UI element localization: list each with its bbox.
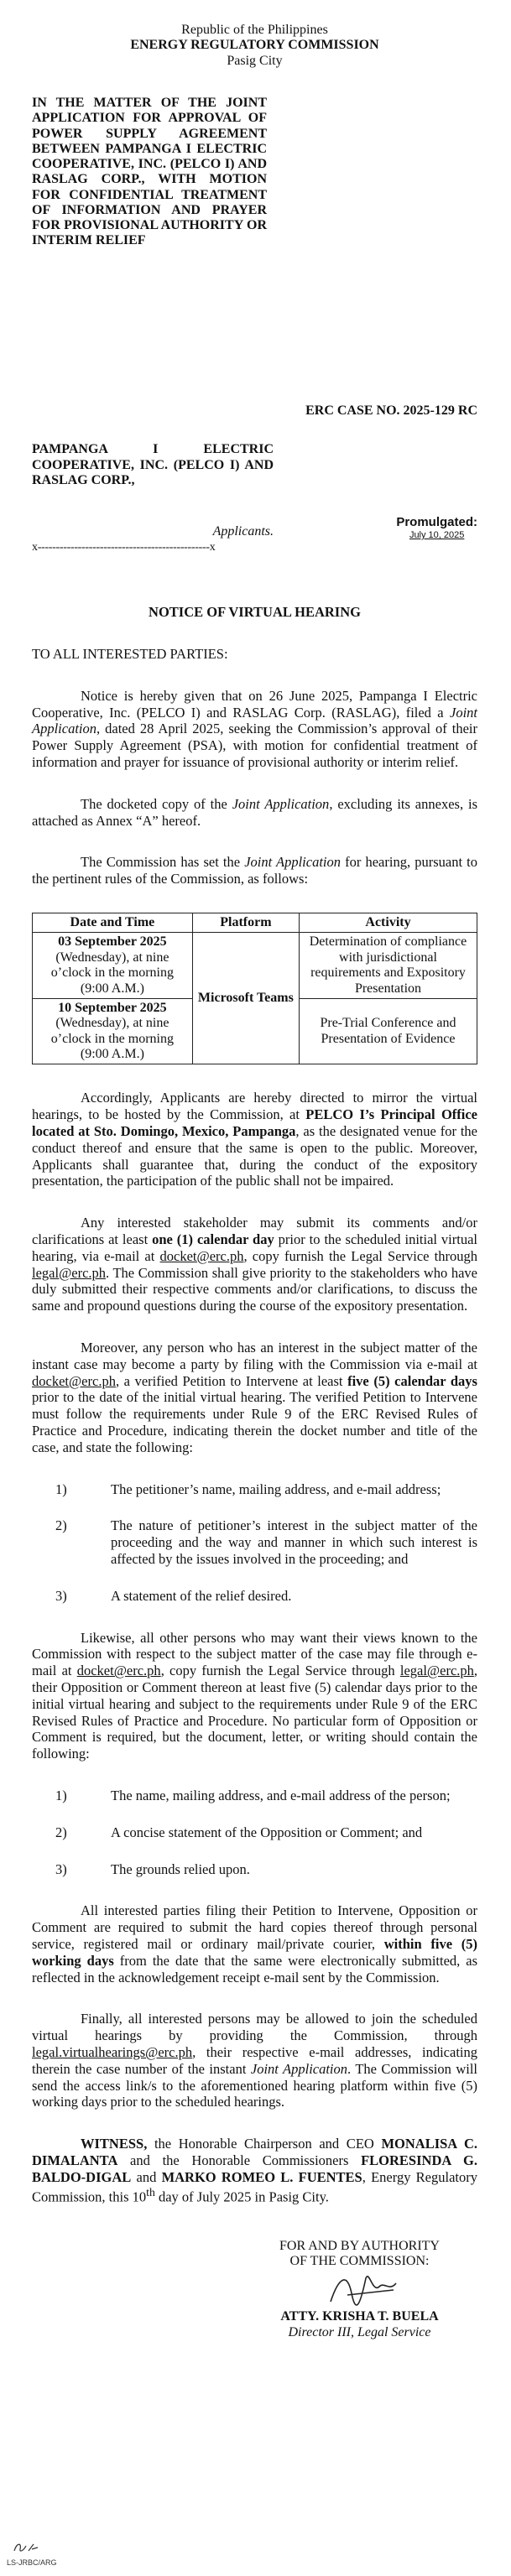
text: and <box>131 2168 162 2185</box>
date-cell <box>33 998 193 1064</box>
table-row <box>33 933 477 999</box>
letterhead <box>32 0 477 69</box>
hearing-date: 10 September 2025 <box>58 1000 167 1015</box>
applicants-label: Applicants. <box>212 524 274 539</box>
promulgation-stamp <box>396 515 477 541</box>
petition-requirements-list <box>32 1481 477 1605</box>
text-bold: within five (5) working days <box>32 1935 477 1969</box>
item-text: The name, mailing address, and e-mail address of the person; <box>111 1787 451 1803</box>
signature-block <box>242 2239 477 2340</box>
addressee: TO ALL INTERESTED PARTIES: <box>32 645 228 662</box>
table-header-row <box>33 913 477 932</box>
text-italic: Joint Application <box>250 2060 348 2077</box>
text-bold: FLORESINDA G. BALDO-DIGAL <box>32 2152 478 2185</box>
text: from the date that the same were electronically submitted, as reflected in the acknowledgement receipt e-mail sent by the Commission. <box>32 1952 478 1985</box>
text: Any interested stakeholder may submit its comments and/or clarifications at least <box>32 1215 477 1248</box>
text: . The Commission will send the access link/s to the aforementioned hearing platform within five (5) working days prior to the scheduled hearings. <box>32 2060 477 2110</box>
text-italic: Joint Application <box>244 854 341 871</box>
text: Accordingly, Applicants are hereby directed to mirror the virtual hearings, to be hosted by the Commission, at <box>32 1090 477 1123</box>
republic-line: Republic of the Philippines <box>181 23 328 37</box>
agency-city: Pasig City <box>227 53 283 68</box>
col-activity: Activity <box>299 913 477 932</box>
reference-initials <box>7 2541 57 2568</box>
handwritten-initials <box>12 2541 57 2559</box>
paragraph-filing <box>32 688 477 771</box>
case-matter: IN THE MATTER OF THE JOINT APPLICATION FOR APPROVAL OF POWER SUPPLY AGREEMENT BETWEEN PAMPANGA I ELECTRIC COOPERATIVE, INC. (PELCO I) AND RASLAG CORP., WITH MOTION FOR CONFIDENTIAL TREATMENT OF INFORMATION AND PRAYER FOR PROVISIONAL AUTHORITY OR INTERIM RELIEF <box>32 96 267 248</box>
caption-separator: x-----------------------------------------------x <box>32 541 216 554</box>
item-number: 2) <box>55 1517 67 1534</box>
opposition-requirements-list <box>32 1788 477 1877</box>
text: prior to the date of the initial virtual hearing. The verified Petition to Intervene must follow the requirements under Rule 9 of the ERC Revised Rules of Practice and Procedure, indicating therein the docket number and title of the case, and state the following: <box>32 1389 477 1455</box>
docket-email-link[interactable]: docket@erc.ph <box>32 1372 116 1389</box>
docket-email-link[interactable]: docket@erc.ph <box>159 1247 244 1264</box>
text: , their Opposition or Comment thereon at least five (5) calendar days prior to the initial virtual hearing and subject to the requirements under Rule 9 of the ERC Revised Rules of Practice and Procedure. No particular form of Opposition or Comment is required, but the document, letter, or writing should contain the following: <box>32 1663 478 1762</box>
text: . The Commission shall give priority to the stakeholders who have duly submitted their respective comments and/or clarifications, to discuss the same and propound questions during the course of the expository presentation. <box>32 1264 477 1314</box>
legal-email-link[interactable]: legal@erc.ph <box>399 1663 474 1679</box>
text-bold: MONALISA C. DIMALANTA <box>32 2136 478 2168</box>
paragraph-annex <box>32 796 477 830</box>
text: , a verified Petition to Intervene at least <box>115 1372 348 1389</box>
text: , excluding its annexes, is attached as Annex “A” hereof. <box>32 795 477 829</box>
activity-cell: Determination of compliance with jurisdictional requirements and Expository Presentation <box>299 933 477 999</box>
item-number: 1) <box>55 1481 67 1497</box>
text: , as the designated venue for the conduct thereof and ensure that the same is open to the public. Moreover, Applicants shall guarantee that, during the conduct of the expository presentation, the participation of the public shall not be impaired. <box>32 1123 477 1189</box>
paragraph-hard-copies <box>32 1902 477 1985</box>
list-item <box>32 1481 477 1498</box>
text: , copy furnish the Legal Service through <box>160 1663 400 1679</box>
paragraph-venue <box>32 1090 477 1189</box>
col-date-time: Date and Time <box>33 913 193 932</box>
list-item <box>32 1861 477 1878</box>
text: , their respective e-mail addresses, indicating therein the case number of the instant <box>32 2043 477 2077</box>
list-item <box>32 1788 477 1804</box>
text: All interested parties filing their Petition to Intervene, Opposition or Comment are required to submit the hard copies thereof through personal service, registered mail or ordinary mail/private courier, <box>32 1902 477 1952</box>
text: The Commission has set the <box>81 854 245 871</box>
authority-line: FOR AND BY AUTHORITY <box>279 2238 440 2253</box>
text-bold: one (1) calendar day <box>152 1231 274 1248</box>
text: prior to the scheduled initial virtual hearing, via e-mail at <box>32 1231 477 1264</box>
case-parties: PAMPANGA I ELECTRIC COOPERATIVE, INC. (PELCO I) AND RASLAG CORP., <box>32 442 274 488</box>
text: Finally, all interested persons may be allowed to join the scheduled virtual hearings by providing the Commission, through <box>32 2011 477 2044</box>
case-number: ERC CASE NO. 2025-129 RC <box>305 403 477 419</box>
text-bold: WITNESS, <box>81 2136 148 2152</box>
signatory-position: Director III, Legal Service <box>288 2324 431 2339</box>
list-item <box>32 1517 477 1567</box>
authority-line: OF THE COMMISSION: <box>289 2254 430 2269</box>
signature-image <box>242 2270 477 2308</box>
text: and the Honorable Commissioners <box>117 2152 362 2168</box>
paragraph-hearing-set <box>32 854 477 887</box>
text-italic: Joint Application <box>32 704 477 737</box>
item-text: The petitioner’s name, mailing address, and e-mail address; <box>111 1481 441 1497</box>
paragraph-comments <box>32 1215 477 1314</box>
text: Likewise, all other persons who may want their views known to the Commission with respect to the subject matter of the case may file through e-mail at <box>32 1629 477 1679</box>
text: the Honorable Chairperson and CEO <box>147 2136 382 2152</box>
legal-email-link[interactable]: legal@erc.ph <box>32 1264 107 1281</box>
signatory-name: ATTY. KRISHA T. BUELA <box>280 2308 439 2324</box>
item-text: A statement of the relief desired. <box>111 1587 292 1604</box>
paragraph-opposition <box>32 1630 477 1762</box>
item-number: 2) <box>55 1824 67 1840</box>
text: The docketed copy of the <box>81 795 232 812</box>
promulgated-label: Promulgated: <box>396 515 477 530</box>
agency-name: ENERGY REGULATORY COMMISSION <box>130 38 379 53</box>
initials-code: LS-JRBC/ARG <box>7 2558 57 2568</box>
text: for hearing, pursuant to the pertinent rules of the Commission, as follows: <box>32 854 477 887</box>
promulgated-date: July 10, 2025 <box>409 530 465 541</box>
activity-cell: Pre-Trial Conference and Presentation of Evidence <box>299 998 477 1064</box>
paragraph-join-hearing <box>32 2011 477 2110</box>
text: Moreover, any person who has an interest in the subject matter of the instant case may become a party by filing with the Commission via e-mail at <box>32 1340 477 1372</box>
item-number: 3) <box>55 1587 67 1604</box>
item-number: 1) <box>55 1787 67 1803</box>
text: , Energy Regulatory Commission, this 10 <box>32 2168 477 2204</box>
text-bold: five (5) calendar days <box>347 1372 477 1389</box>
text-italic: Joint Application <box>232 795 330 812</box>
list-item <box>32 1824 477 1841</box>
text: Notice is hereby given that on 26 June 2025, Pampanga I Electric Cooperative, Inc. (PELCO I) and RASLAG Corp. (RASLAG), filed a <box>32 687 477 721</box>
paragraph-witness <box>32 2136 477 2205</box>
list-item <box>32 1588 477 1605</box>
item-text: The nature of petitioner’s interest in the subject matter of the proceeding and the way and manner in which such interest is affected by the issues involved in the proceeding; and <box>111 1517 477 1567</box>
item-number: 3) <box>55 1860 67 1877</box>
paragraph-intervene <box>32 1340 477 1456</box>
virtual-hearings-email-link[interactable]: legal.virtualhearings@erc.ph <box>32 2043 193 2060</box>
notice-title: NOTICE OF VIRTUAL HEARING <box>149 604 361 621</box>
text: , copy furnish the Legal Service through <box>243 1247 478 1264</box>
col-platform: Platform <box>192 913 299 932</box>
text: day of July 2025 in Pasig City. <box>154 2188 329 2204</box>
hearing-time: (Wednesday), at nine o’clock in the morning (9:00 A.M.) <box>50 1016 174 1062</box>
hearing-time: (Wednesday), at nine o’clock in the morning (9:00 A.M.) <box>50 950 174 996</box>
hearing-date: 03 September 2025 <box>58 934 167 950</box>
text-bold: MARKO ROMEO L. FUENTES <box>161 2168 362 2185</box>
case-caption <box>32 69 477 589</box>
date-cell <box>33 933 193 999</box>
platform-cell: Microsoft Teams <box>192 933 299 1064</box>
hearing-schedule-table <box>32 913 477 1065</box>
text: , dated 28 April 2025, seeking the Commission’s approval of their Power Supply Agreement (PSA), with motion for confidential treatment of information and prayer for issuance of provisional authority or interim relief. <box>32 721 477 770</box>
text-bold: PELCO I’s Principal Office located at Sto. Domingo, Mexico, Pampanga <box>32 1106 477 1140</box>
text-superscript: th <box>146 2185 155 2199</box>
item-text: The grounds relied upon. <box>111 1860 250 1877</box>
docket-email-link[interactable]: docket@erc.ph <box>76 1663 161 1679</box>
item-text: A concise statement of the Opposition or Comment; and <box>111 1824 423 1840</box>
